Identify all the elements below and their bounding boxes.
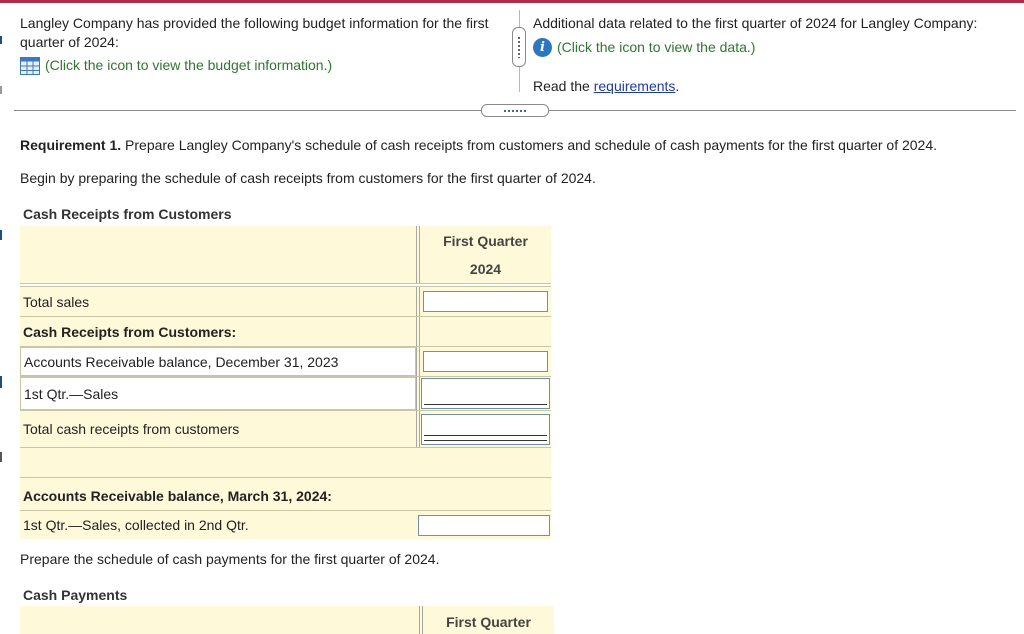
vertical-splitter-handle[interactable] — [512, 27, 526, 67]
read-suffix-text: . — [675, 78, 680, 94]
additional-data-link-text[interactable]: (Click the icon to view the data.) — [557, 39, 756, 55]
table-row — [20, 510, 551, 539]
cash-receipts-title: Cash Receipts from Customers — [23, 206, 232, 222]
requirement-text — [20, 137, 937, 153]
ar-balance-mar-label: Accounts Receivable balance, March 31, 2024: — [23, 488, 332, 504]
budget-info-link-text[interactable]: (Click the icon to view the budget information.) — [45, 57, 333, 73]
horizontal-splitter-handle[interactable] — [481, 104, 549, 117]
begin-instruction: Begin by preparing the schedule of cash receipts from customers for the first quarter of 2024. — [20, 170, 596, 186]
payments-header-first-quarter: First Quarter — [446, 614, 531, 630]
table-header-row — [20, 226, 551, 283]
cash-payments-table-header — [20, 606, 554, 634]
read-requirements-line — [533, 77, 1013, 96]
additional-data-link[interactable] — [533, 38, 755, 57]
ar-balance-dec-label[interactable]: Accounts Receivable balance, December 31, 2023 — [20, 347, 416, 376]
table-row — [20, 447, 551, 477]
header-first-quarter: First Quarter — [443, 232, 528, 249]
ar-balance-dec-input[interactable] — [423, 351, 548, 372]
q1-sales-label[interactable]: 1st Qtr.—Sales — [20, 377, 416, 410]
q1-sales-input[interactable] — [421, 378, 550, 409]
total-sales-label: Total sales — [23, 293, 90, 310]
total-sales-input[interactable] — [423, 291, 548, 312]
requirement-body: Prepare Langley Company's schedule of cash receipts from customers and schedule of cash payments for the first quarter of 2024. — [121, 137, 938, 153]
cash-receipts-table — [20, 226, 551, 539]
receipts-heading-label: Cash Receipts from Customers: — [23, 323, 237, 340]
info-icon[interactable]: i — [533, 38, 552, 57]
table-row — [20, 286, 551, 316]
q1-sales-collected-input[interactable] — [418, 515, 550, 536]
table-row — [20, 477, 551, 510]
budget-intro-text: Langley Company has provided the following budget information for the first quarter of 2024: — [20, 15, 489, 50]
top-accent-strip — [0, 0, 1024, 3]
total-receipts-label: Total cash receipts from customers — [23, 421, 240, 437]
total-receipts-input[interactable] — [421, 414, 550, 445]
requirements-link[interactable]: requirements — [593, 78, 676, 94]
table-row — [20, 410, 551, 447]
cash-payments-instruction: Prepare the schedule of cash payments for the first quarter of 2024. — [20, 551, 440, 567]
table-row — [20, 376, 551, 410]
table-row — [20, 346, 551, 376]
requirement-label: Requirement 1. — [20, 137, 122, 153]
table-grid-icon[interactable] — [20, 57, 40, 75]
cash-payments-title: Cash Payments — [23, 587, 128, 603]
additional-data-panel — [533, 14, 1013, 96]
budget-info-panel — [20, 14, 505, 80]
budget-info-link[interactable] — [20, 56, 332, 75]
q1-sales-collected-label: 1st Qtr.—Sales, collected in 2nd Qtr. — [23, 517, 249, 533]
header-year: 2024 — [469, 260, 502, 277]
additional-intro-text: Additional data related to the first quarter of 2024 for Langley Company: — [533, 15, 978, 31]
table-row — [20, 316, 551, 346]
read-prefix-text: Read the — [533, 78, 594, 94]
